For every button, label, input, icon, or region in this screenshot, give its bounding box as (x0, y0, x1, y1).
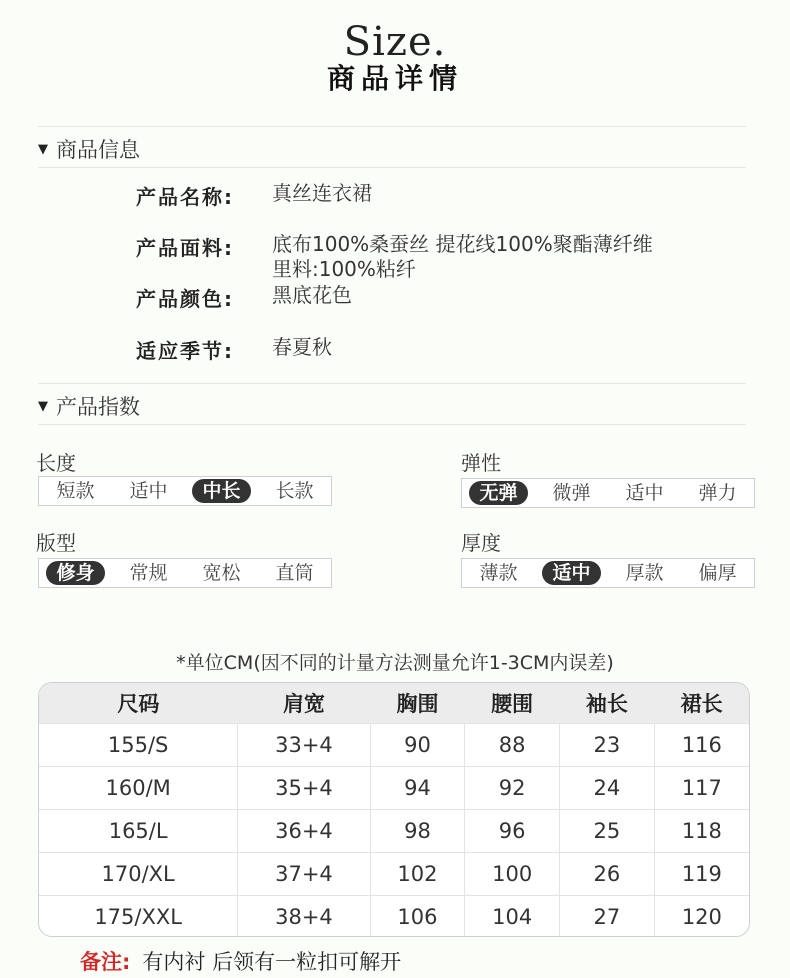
table-row (39, 896, 749, 938)
remark (80, 946, 401, 976)
divider (38, 126, 746, 127)
index-option: 宽松 (202, 562, 241, 584)
triangle-down-icon: ▼ (38, 398, 48, 414)
index-option: 适中 (129, 480, 168, 502)
index-option: 短款 (56, 480, 95, 502)
table-cell: 33+4 (238, 724, 370, 767)
info-value: 底布100%桑蚕丝 提花线100%聚酯薄纤维 里料:100%粘纤 (272, 232, 653, 281)
table-cell: 38+4 (238, 896, 370, 938)
column-header: 裙长 (654, 683, 749, 724)
table-row (39, 853, 749, 896)
info-value: 春夏秋 (272, 335, 332, 359)
index-option: 厚款 (625, 562, 664, 584)
index-label-length: 长度 (36, 451, 76, 475)
table-cell: 88 (465, 724, 560, 767)
remark-label: 备注: (80, 950, 131, 974)
index-option: 直筒 (275, 562, 314, 584)
index-option-selected: 修身 (46, 561, 104, 585)
index-selector-elasticity (461, 478, 755, 508)
index-option-selected: 适中 (542, 561, 600, 585)
index-option: 微弹 (552, 482, 591, 504)
table-cell: 27 (560, 896, 655, 938)
index-label-elasticity: 弹性 (461, 451, 501, 475)
info-value: 黑底花色 (272, 283, 352, 307)
index-option: 适中 (625, 482, 664, 504)
info-row-fabric (136, 232, 653, 282)
column-header: 肩宽 (238, 683, 370, 724)
table-cell: 102 (370, 853, 465, 896)
index-label-fit: 版型 (36, 531, 76, 555)
section-title: 商品信息 (56, 138, 140, 162)
table-cell: 92 (465, 767, 560, 810)
index-option: 长款 (275, 480, 314, 502)
triangle-down-icon: ▼ (38, 141, 48, 157)
table-cell: 117 (654, 767, 749, 810)
table-row (39, 767, 749, 810)
table-cell: 24 (560, 767, 655, 810)
divider (38, 383, 746, 384)
column-header: 袖长 (560, 683, 655, 724)
divider (38, 424, 746, 425)
table-cell: 26 (560, 853, 655, 896)
unit-note: *单位CM(因不同的计量方法测量允许1-3CM内误差) (176, 652, 614, 674)
table-cell: 94 (370, 767, 465, 810)
table-cell: 160/M (39, 767, 238, 810)
info-row-color (136, 283, 352, 312)
column-header: 胸围 (370, 683, 465, 724)
table-cell: 170/XL (39, 853, 238, 896)
info-key: 产品面料: (136, 236, 234, 260)
info-row-season (136, 335, 332, 364)
info-value: 真丝连衣裙 (272, 181, 372, 205)
table-cell: 36+4 (238, 810, 370, 853)
table-row (39, 724, 749, 767)
index-option-selected: 中长 (192, 479, 250, 503)
table-cell: 37+4 (238, 853, 370, 896)
index-option: 偏厚 (698, 562, 737, 584)
table-cell: 106 (370, 896, 465, 938)
table-cell: 100 (465, 853, 560, 896)
index-selector-fit (38, 558, 332, 588)
table-cell: 90 (370, 724, 465, 767)
remark-text: 有内衬 后领有一粒扣可解开 (142, 950, 402, 974)
divider (38, 167, 746, 168)
table-cell: 116 (654, 724, 749, 767)
column-header: 腰围 (465, 683, 560, 724)
table-cell: 25 (560, 810, 655, 853)
size-table (38, 682, 750, 937)
table-cell: 23 (560, 724, 655, 767)
section-header-info (38, 134, 140, 164)
index-option: 常规 (129, 562, 168, 584)
table-cell: 118 (654, 810, 749, 853)
index-selector-thickness (461, 558, 755, 588)
index-label-thickness: 厚度 (461, 531, 501, 555)
table-cell: 165/L (39, 810, 238, 853)
page-header (0, 20, 790, 96)
info-key: 适应季节: (136, 339, 234, 363)
section-header-index (38, 391, 140, 421)
index-selector-length (38, 476, 332, 506)
table-cell: 120 (654, 896, 749, 938)
table-cell: 35+4 (238, 767, 370, 810)
index-option: 薄款 (479, 562, 518, 584)
info-row-name (136, 181, 372, 210)
info-key: 产品颜色: (136, 287, 234, 311)
table-cell: 155/S (39, 724, 238, 767)
section-title: 产品指数 (56, 395, 140, 419)
script-title: Size. (343, 19, 447, 65)
table-cell: 96 (465, 810, 560, 853)
column-header: 尺码 (39, 683, 238, 724)
table-cell: 98 (370, 810, 465, 853)
index-option-selected: 无弹 (469, 481, 527, 505)
table-header-row (39, 683, 749, 724)
info-key: 产品名称: (136, 185, 234, 209)
table-cell: 175/XXL (39, 896, 238, 938)
table-row (39, 810, 749, 853)
page-title: 商品详情 (326, 62, 463, 95)
index-option: 弹力 (698, 482, 737, 504)
table-cell: 104 (465, 896, 560, 938)
table-cell: 119 (654, 853, 749, 896)
